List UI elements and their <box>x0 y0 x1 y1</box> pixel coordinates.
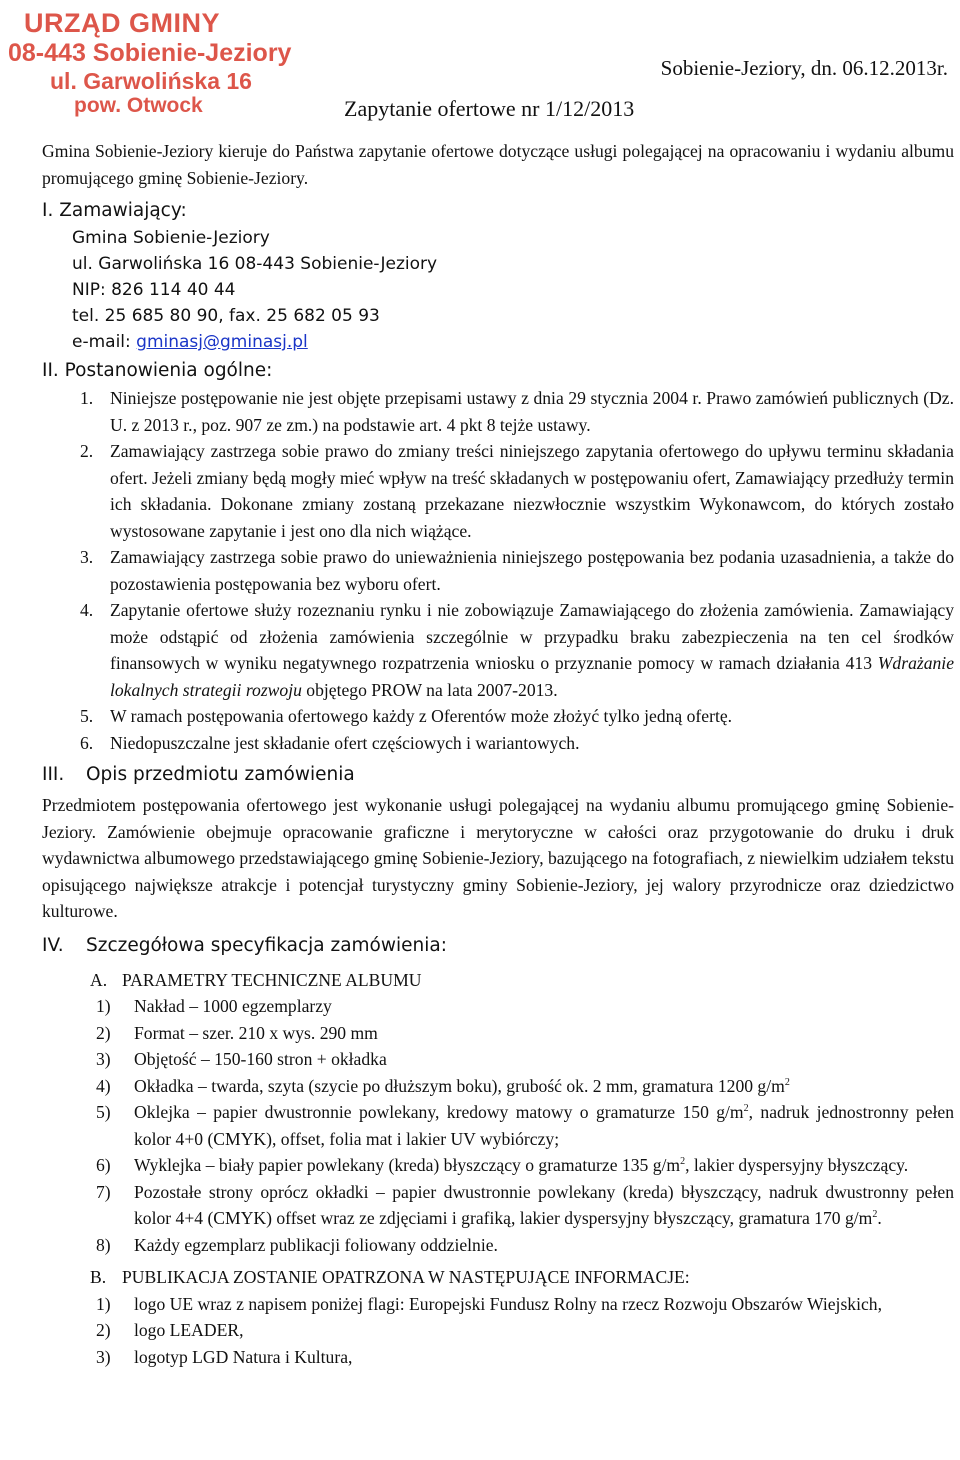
list-item <box>42 1046 954 1073</box>
item-number: 3) <box>96 1049 111 1069</box>
item-text <box>134 1152 954 1179</box>
section-2-heading: II. Postanowienia ogólne: <box>42 360 273 381</box>
section-4-heading <box>42 931 954 961</box>
item-number: 4) <box>96 1075 111 1096</box>
contractor-address <box>72 225 954 355</box>
document-date: Sobienie-Jeziory, dn. 06.12.2013r. <box>660 56 948 80</box>
item-text: Objętość – 150-160 stron + okładka <box>134 1049 387 1069</box>
subsection-b-title: PUBLIKACJA ZOSTANIE OPATRZONA W NASTĘPUJĄCE INFORMACJE: <box>122 1267 690 1287</box>
item-number: 8) <box>96 1234 111 1255</box>
item-number: 3) <box>96 1346 111 1367</box>
list-item <box>42 1179 954 1232</box>
email-link[interactable]: gminasj@gminasj.pl <box>136 332 308 352</box>
item-number: 4. <box>80 600 94 620</box>
office-stamp <box>6 8 306 118</box>
section-2 <box>42 357 954 756</box>
list-item <box>42 1099 954 1152</box>
list-item <box>42 993 954 1020</box>
item-text <box>134 1179 954 1232</box>
subsection-a-title: PARAMETRY TECHNICZNE ALBUMU <box>122 969 422 990</box>
item-text: Każdy egzemplarz publikacji foliowany oddzielnie. <box>134 1234 498 1255</box>
list-item <box>42 544 954 597</box>
item-number: 3. <box>80 547 94 567</box>
list-item <box>42 438 954 544</box>
contractor-street: ul. Garwolińska 16 08-443 Sobienie-Jeziory <box>72 254 438 274</box>
stamp-line-1: URZĄD GMINY <box>24 8 220 38</box>
section-2-list <box>42 385 954 756</box>
subsection-b-list <box>42 1291 954 1371</box>
item-text-main: Okładka – twarda, szyta (szycie po dłuższym boku), grubość ok. 2 mm, gramatura 1200 g/m <box>134 1075 785 1096</box>
section-4 <box>42 931 954 1371</box>
item-text: Zamawiający zastrzega sobie prawo do unieważnienia niniejszego postępowania bez podania uzasadnienia, a także do pozostawienia postępowania bez wyboru ofert. <box>110 547 954 594</box>
stamp-line-2: 08-443 Sobienie-Jeziory <box>8 39 292 68</box>
list-item <box>42 703 954 730</box>
intro-paragraph: Gmina Sobienie-Jeziory kieruje do Państwa zapytanie ofertowe dotyczące usługi polegającej na opracowaniu i wydaniu albumu promującego gminę Sobienie-Jeziory. <box>42 141 954 188</box>
contractor-phone: tel. 25 685 80 90, fax. 25 682 05 93 <box>72 306 380 326</box>
item-text-italic: Wdrażanie lokalnych strategii rozwoju <box>110 653 954 700</box>
item-text-after: , nadruk jednostronny pełen kolor 4+0 (CMYK), offset, folia mat i lakier UV wybiórczy; <box>134 1102 954 1149</box>
superscript: 2 <box>784 1076 790 1088</box>
item-number: 2) <box>96 1320 111 1340</box>
item-text: logo UE wraz z napisem poniżej flagi: Europejski Fundusz Rolny na rzecz Rozwoju Obszarów Wiejskich, <box>134 1293 882 1314</box>
subsection-a-list <box>42 993 954 1258</box>
item-text <box>110 597 954 703</box>
section-3-title: Opis przedmiotu zamówienia <box>86 764 355 785</box>
item-text: Niniejsze postępowanie nie jest objęte przepisami ustawy z dnia 29 stycznia 2004 r. Prawo zamówień publicznych (Dz. U. z 2013 r., poz. 907 ze zm.) na podstawie art. 4 pkt 8 tejże ustawy. <box>110 388 954 435</box>
subsection-b-heading <box>90 1264 954 1291</box>
stamp-line-3: ul. Garwolińska 16 <box>50 67 252 94</box>
item-text <box>134 1099 954 1152</box>
superscript: 2 <box>680 1156 686 1168</box>
list-item <box>42 597 954 703</box>
subsection-b-letter: B. <box>90 1267 107 1287</box>
stamp-line-4: pow. Otwock <box>74 94 203 118</box>
item-number: 7) <box>96 1181 111 1202</box>
item-number: 6) <box>96 1155 111 1175</box>
item-number: 1) <box>96 1293 111 1314</box>
section-4-number: IV. <box>42 934 64 956</box>
section-1-heading: I. Zamawiający: <box>42 200 187 221</box>
email-label: e-mail: <box>72 332 137 352</box>
item-text: Nakład – 1000 egzemplarzy <box>134 996 332 1016</box>
item-text: Niedopuszczalne jest składanie ofert częściowych i wariantowych. <box>110 732 580 753</box>
item-number: 6. <box>80 732 94 753</box>
superscript: 2 <box>872 1209 878 1221</box>
item-text-part-b: objętego PROW na lata 2007-2013. <box>301 679 558 700</box>
item-number: 2) <box>96 1022 111 1043</box>
item-number: 1) <box>96 996 111 1016</box>
list-item <box>42 1073 954 1100</box>
item-text: W ramach postępowania ofertowego każdy z Oferentów może złożyć tylko jedną ofertę. <box>110 706 733 726</box>
item-text: Format – szer. 210 x wys. 290 mm <box>134 1022 378 1043</box>
list-item <box>42 1232 954 1259</box>
list-item <box>42 1344 954 1371</box>
item-text: Zamawiający zastrzega sobie prawo do zmiany treści niniejszego zapytania ofertowego do upływu terminu składania ofert. Jeżeli zmiany będą mogły mieć wpływ na treść składanych w postępowaniu ofert, Zamawiający przedłuży termin ich składania. Dokonane zmiany zostaną przekazane niezwłocznie wszystkim Wykonawcom, do których zostało wystosowane zapytanie i jest ono dla nich wiążące. <box>110 441 954 541</box>
subsection-a-letter: A. <box>90 969 108 990</box>
superscript: 2 <box>743 1103 749 1115</box>
list-item <box>42 730 954 757</box>
section-3 <box>42 760 954 925</box>
section-3-number: III. <box>42 764 65 785</box>
contractor-email-line <box>72 329 954 355</box>
item-text: logo LEADER, <box>134 1320 244 1340</box>
list-item <box>42 1317 954 1344</box>
item-text-main: Pozostałe strony oprócz okładki – papier dwustronnie powlekany (kreda) błyszczący, nadruk dwustronny pełen kolor 4+4 (CMYK) offset wraz ze zdjęciami i grafiką, lakier dyspersyjny błyszczący, gramatura 170 g/m <box>134 1181 954 1228</box>
subsection-a-heading <box>90 967 954 994</box>
contractor-nip: NIP: 826 114 40 44 <box>72 280 236 300</box>
item-number: 1. <box>80 388 94 408</box>
item-text-part-a: Zapytanie ofertowe służy rozeznaniu rynku i nie zobowiązuje Zamawiającego do złożenia zamówienia. Zamawiający może odstąpić od złożenia zamówienia szczególnie w przypadku braku zabezpieczenia na ten cel środków finansowych w wyniku negatywnego rozpatrzenia wniosku o przyznanie pomocy w ramach działania 413 <box>110 600 954 673</box>
section-3-text: Przedmiotem postępowania ofertowego jest wykonanie usługi polegającej na wydaniu albumu promującego gminę Sobienie-Jeziory. Zamówienie obejmuje opracowanie graficzne i merytoryczne w całości oraz przygotowanie do druku i druk wydawnictwa albumowego przedstawiającego gminę Sobienie-Jeziory, bazującego na fotografiach, z niewielkim udziałem tekstu opisującego największe atrakcje i potencjał turystyczny gminy Sobienie-Jeziory, jej walory przyrodnicze oraz dziedzictwo kulturowe. <box>42 795 954 921</box>
item-number: 2. <box>80 441 94 461</box>
item-text <box>134 1073 954 1100</box>
section-1 <box>42 197 954 355</box>
item-number: 5) <box>96 1102 111 1122</box>
list-item <box>42 1291 954 1318</box>
document-body <box>42 138 954 1370</box>
list-item <box>42 1020 954 1047</box>
item-text-after: , lakier dyspersyjny błyszczący. <box>685 1155 909 1175</box>
item-text-main: Oklejka – papier dwustronnie powlekany, kredowy matowy o gramaturze 150 g/m <box>134 1102 744 1122</box>
list-item <box>42 1152 954 1179</box>
list-item <box>42 385 954 438</box>
document-title: Zapytanie ofertowe nr 1/12/2013 <box>344 96 635 121</box>
item-text-main: Wyklejka – biały papier powlekany (kreda) błyszczący o gramaturze 135 g/m <box>134 1155 681 1175</box>
item-text-after: . <box>877 1208 882 1228</box>
section-3-heading <box>42 760 954 790</box>
item-number: 5. <box>80 706 94 726</box>
section-4-title: Szczegółowa specyfikacja zamówienia: <box>86 934 447 956</box>
item-text: logotyp LGD Natura i Kultura, <box>134 1346 353 1367</box>
contractor-name: Gmina Sobienie-Jeziory <box>72 228 270 248</box>
